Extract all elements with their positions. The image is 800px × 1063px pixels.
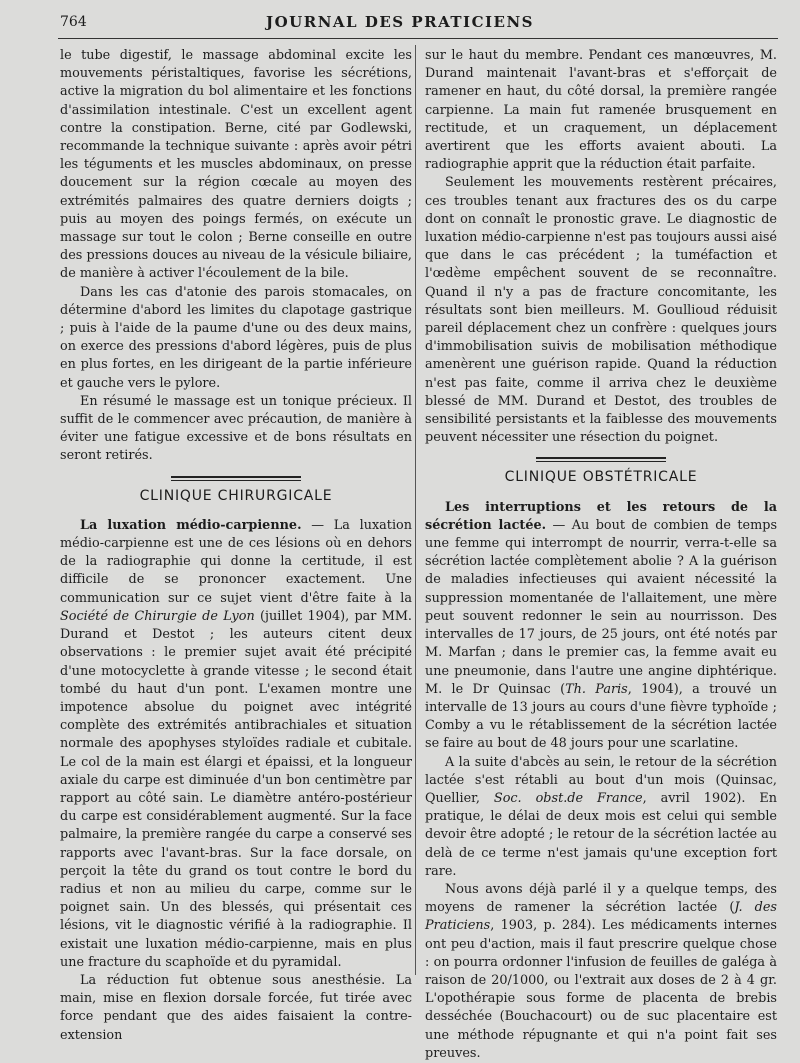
massage-paragraph-3: En résumé le massage est un tonique précieux. Il suffit de le commencer avec précaution, de manière à éviter une fatigue excessive et de bons résultats en seront retirés. [60,393,412,464]
outcome-paragraph: Seulement les mouvements restèrent précaires, ces troubles tenant aux fractures des os du carpe dont on connaît le pronostic grave. Le diagnostic de luxation médio-carpienne n'est pas toujours aussi aisé que dans le cas précédent ; la tuméfaction et l'œdème empêchent souvent de se reconnaître. Quand il n'y a pas de fracture concomitante, les résultats sont bien meilleurs. M. Goullioud réduisit pareil déplacement chez un confrère : quelques jours d'immobilisation suivis de mobilisation méthodique amenèrent une guérison rapide. Quand la réduction n'est pas faite, comme il arriva chez le deuxième blessé de MM. Durand et Destot, des troubles de sensibilité persistants et la faiblesse des mouvements peuvent nécessiter une résection du poignet. [425,175,777,446]
right-column [425,47,777,1063]
massage-paragraph-1: le tube digestif, le massage abdominal excite les mouvements péristaltiques, favorise les sécrétions, active la migration du bol alimentaire et les fonctions d'assimilation intestinale. C'est un excellent agent contre la constipation. Berne, cité par Godlewski, recommande la technique suivante : après avoir pétri les téguments et les muscles abdominaux, on presse doucement sur la région cœcale au moyen des extrémités palmaires des quatre derniers doigts ; puis au moyen des poings fermés, on exécute un massage sur tout le colon ; Berne conseille en outre des pressions douces au niveau de la vésicule biliaire, de manière à activer l'écoulement de la bile. [60,48,412,282]
section-separator [536,457,666,462]
article-title-luxation: La luxation médio-carpienne. [80,517,302,533]
section-separator [171,476,301,481]
header-rule [58,38,778,39]
massage-paragraph-2: Dans les cas d'atonie des parois stomacales, on détermine d'abord les limites du clapotage gastrique ; puis à l'aide de la paume d'une ou des deux mains, on exerce des pressions d'abord légères, puis de plus en plus fortes, en les dirigeant de la partie inférieure et gauche vers le pylore. [60,284,412,391]
journal-title: JOURNAL DES PRATICIENS [266,13,534,31]
reduction-continued-paragraph: sur le haut du membre. Pendant ces manœuvres, M. Durand maintenait l'avant-bras et s'efforçait de ramener en haut, du côté dorsal, la première rangée carpienne. La main fut ramenée brusquement en rectitude, et un craquement, un déplacement avertirent que les efforts avaient abouti. La radiographie apprit que la réduction était parfaite. [425,48,777,173]
society-name: Société de Chirurgie de Lyon [60,608,255,624]
lactation-paragraph-3: Nous avons déjà parlé il y a quelque temps, des moyens de ramener la sécrétion lactée (J. des Praticiens, 1903, p. 284). Les médicaments internes ont peu d'action, mais il faut prescrire quelque chose : on pourra ordonner l'infusion de feuilles de galéga à raison de 20/1000, ou l'extrait aux doses de 2 à 4 gr. L'opothérapie sous forme de placenta de brebis desséchée (Bouchacourt) ou de suc placentaire est une méthode répugnante et qui n'a point fait ses preuves. [425,881,777,1061]
lactation-paragraph-1: Les interruptions et les retours de la sécrétion lactée. — Au bout de combien de temps une femme qui interrompt de nourrir, verra-t-elle sa sécrétion lactée complètement abolie ? A la guérison de maladies infectieuses qui avaient nécessité la suppression momentanée de l'allaitement, une mère peut souvent redonner le sein au nourrisson. Des intervalles de 17 jours, de 25 jours, ont été notés par M. Marfan ; dans le premier cas, la femme avait eu une pneumonie, dans l'autre une angine diphtérique. M. le Dr Quinsac (Th. Paris, 1904), a trouvé un intervalle de 13 jours au cours d'une fièvre typhoïde ; Comby a vu le rétablissement de la sécrétion lactée se faire au bout de 48 jours pour une scarlatine. [425,499,778,752]
citation-society: Soc. obst.de France [493,790,643,806]
section-title-chirurgicale: CLINIQUE CHIRURGICALE [139,487,333,504]
reduction-paragraph: La réduction fut obtenue sous anesthésie. La main, mise en flexion dorsale forcée, fut tirée avec force pendant que des aides faisaient la contre-extension [60,972,412,1043]
citation-thesis: Th. Paris [565,681,628,697]
citation-journal: J. des Praticiens [425,900,777,934]
article-title-secretion: Les interruptions et les retours de la sécrétion lactée. [425,499,777,533]
page-header [0,12,800,38]
left-column [60,47,412,1045]
column-divider [415,45,416,975]
luxation-paragraph: La luxation médio-carpienne. — La luxation médio-carpienne est une de ces lésions où en dehors de la radiographie qui donne la certitude, il est difficile de se prononcer exactement. Une communication sur ce sujet vient d'être faite à la Société de Chirurgie de Lyon (juillet 1904), par MM. Durand et Destot ; les auteurs citent deux observations : le premier sujet avait été précipité d'une motocyclette à grande vitesse ; le second était tombé du haut d'un pont. L'examen montre une impotence absolue du poignet avec intégrité complète des extrémités antibrachiales et situation normale des apophyses styloïdes radiale et cubitale. Le col de la main est élargi et épaissi, et la longueur axiale du carpe est diminuée d'un bon centimètre par rapport au côté sain. Le diamètre antéro-postérieur du carpe est considérablement augmenté. Sur la face palmaire, la première rangée du carpe a conservé ses rapports avec l'avant-bras. Sur la face dorsale, on perçoit la tête du grand os tout contre le bord du radius et non au milieu du carpe, comme sur le poignet sain. Un des blessés, qui présentait ces lésions, vit le diagnostic vérifié à la radiographie. Il existait une luxation médio-carpienne, mais en plus une fracture du scaphoïde et du pyramidal. [60,517,413,970]
page-number: 764 [60,14,87,30]
lactation-paragraph-2: A la suite d'abcès au sein, le retour de la sécrétion lactée s'est rétabli au bout d'un mois (Quinsac, Quellier, Soc. obst.de France, avril 1902). En pratique, le délai de deux mois est celui qui semble devoir être adopté ; le retour de la sécrétion lactée au delà de ce terme n'est jamais qu'une exception fort rare. [425,754,778,879]
section-title-obstetricale: CLINIQUE OBSTÉTRICALE [504,469,698,486]
